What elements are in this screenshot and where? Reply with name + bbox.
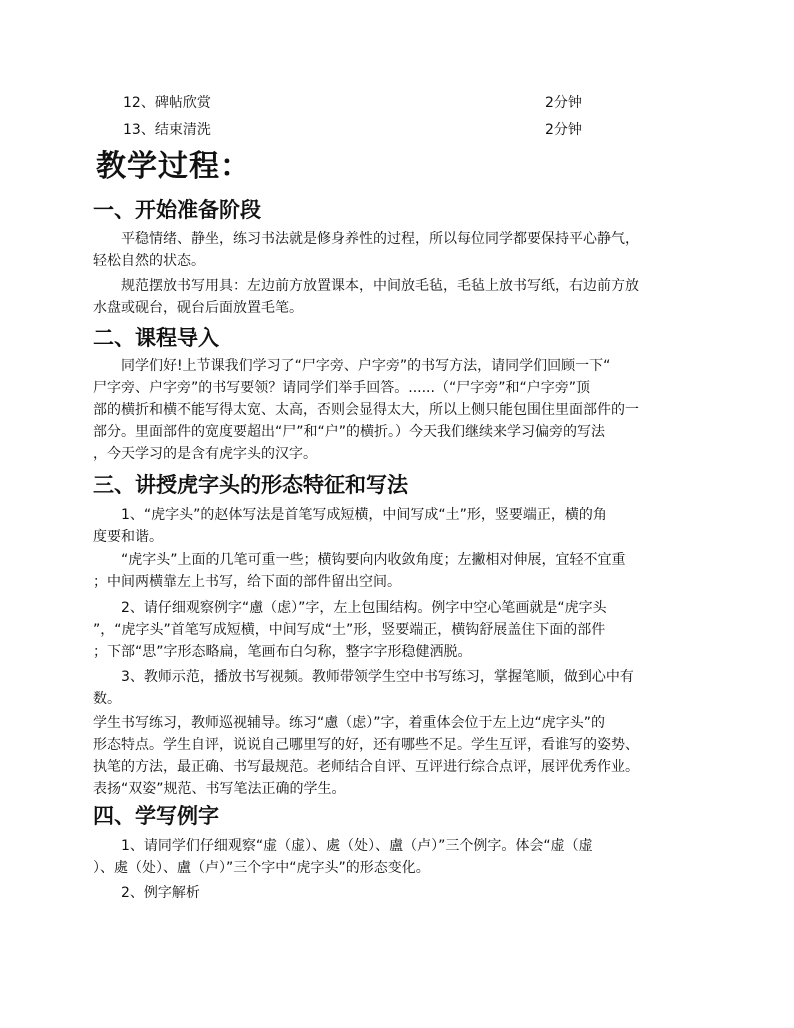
schedule-item-12: 12、碑帖欣赏 — [123, 95, 211, 111]
paragraph: 2、例字解析 — [93, 885, 200, 901]
paragraph: 同学们好!上节课我们学习了“尸字旁、户字旁”的书写方法，请同学们回顾一下“ 尸字旁、户字旁”的书写要领？请同学们举手回答。......（“尸字旁”和“户字旁”顶 部的横折和横不能写得太宽、太高，否则会显得太大，所以上侧只能包围住里面部件的一 部分。里面部件的宽度要超出“尸”和“户”的横折。）今天我们继续来学习偏旁的写法 ，今天学习的是含有虎字头的汉字。 — [93, 358, 639, 462]
page-title: 教学过程： — [96, 149, 251, 184]
schedule-time-12: 2分钟 — [545, 95, 582, 111]
paragraph: 1、“虎字头”的赵体写法是首笔写成短横，中间写成“土”形，竖要端正，横的角 度要和谐。 — [93, 507, 607, 545]
paragraph: 学生书写练习，教师巡视辅导。练习“慮（虑）”字，着重体会位于左上边“虎字头”的 形态特点。学生自评，说说自己哪里写的好，还有哪些不足。学生互评，看谁写的姿势、 执笔的方法，最正确、书写最规范。老师结合自评、互评进行综合点评，展评优秀作业。 表扬“双姿”规范、书写笔法正确的学生。 — [93, 715, 639, 797]
paragraph: 3、教师示范，播放书写视频。教师带领学生空中书写练习，掌握笔顺，做到心中有 数。 — [93, 669, 634, 707]
section-heading-4: 四、学写例字 — [93, 803, 219, 828]
paragraph: “虎字头”上面的几笔可重一些；横钩要向内收敛角度；左撇相对伸展，宜轻不宜重 ；中间两横靠左上书写，给下面的部件留出空间。 — [93, 552, 626, 590]
paragraph: 规范摆放书写用具：左边前方放置课本，中间放毛毡，毛毡上放书写纸，右边前方放 水盘或砚台，砚台后面放置毛笔。 — [93, 278, 639, 316]
schedule-time-13: 2分钟 — [545, 122, 582, 138]
section-heading-1: 一、开始准备阶段 — [93, 197, 261, 222]
schedule-item-13: 13、结束清洗 — [123, 122, 211, 138]
paragraph: 平稳情绪、静坐，练习书法就是修身养性的过程，所以每位同学都要保持平心静气， 轻松自然的状态。 — [93, 231, 639, 269]
section-heading-2: 二、课程导入 — [93, 325, 219, 350]
paragraph: 1、请同学们仔细观察“虚（虚）、處（处）、盧（卢）”三个例字。体会“虚（虚 ）、處（处）、盧（卢）”三个字中“虎字头”的形态变化。 — [93, 838, 593, 876]
section-heading-3: 三、讲授虎字头的形态特征和写法 — [93, 472, 408, 497]
paragraph: 2、请仔细观察例字“慮（虑）”字，左上包围结构。例字中空心笔画就是“虎字头 ”，“虎字头”首笔写成短横，中间写成“土”形，竖要端正，横钩舒展盖住下面的部件 ；下部“思”字形态略扁，笔画布白匀称，整字字形稳健洒脱。 — [93, 600, 607, 660]
